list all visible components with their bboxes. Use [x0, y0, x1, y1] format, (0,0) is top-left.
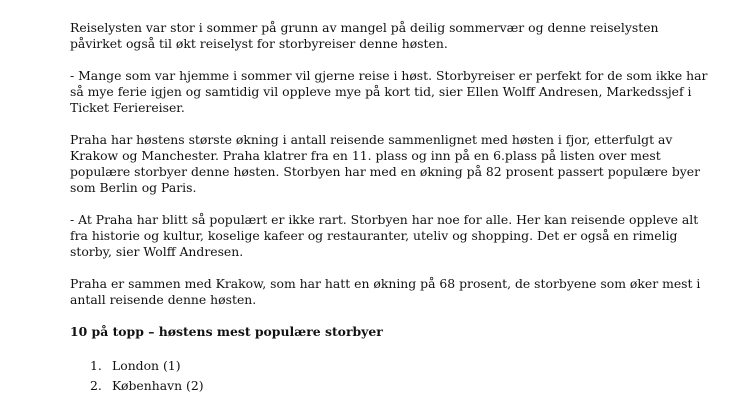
top-cities-list	[70, 356, 710, 396]
paragraph-intro: Reiselysten var stor i sommer på grunn av mangel på deilig sommervær og denne reiselysten påvirket også til økt reiselyst for storbyreiser denne høsten.	[70, 20, 659, 51]
paragraph-krakow: Praha er sammen med Krakow, som har hatt en økning på 68 prosent, de storbyene som øker mest i antall reisende denne høsten.	[70, 276, 701, 307]
list-item-text: København (2)	[112, 378, 204, 393]
list-item-number: 2.	[90, 378, 102, 393]
list-item-text: London (1)	[112, 358, 181, 373]
paragraph-quote-praha: - At Praha har blitt så populært er ikke rart. Storbyen har noe for alle. Her kan reisende oppleve alt fra historie og kultur, koselige kafeer og restauranter, uteliv og shopping. Det er også en rimelig storby, sier Wolff Andresen.	[70, 212, 699, 259]
paragraph-praha-growth: Praha har høstens største økning i antall reisende sammenlignet med høsten i fjor, etterfulgt av Krakow og Manchester. Praha klatrer fra en 11. plass og inn på en 6.plass på listen over mest populære storbyer denne høsten. Storbyen har med en økning på 82 prosent passert populære byer som Berlin og Paris.	[70, 132, 701, 195]
list-item-number: 1.	[90, 358, 102, 373]
list-item	[90, 376, 710, 396]
list-heading: 10 på topp – høstens mest populære storbyer	[70, 324, 383, 339]
list-item	[90, 356, 710, 376]
document-body	[70, 20, 710, 396]
paragraph-quote-andresen: - Mange som var hjemme i sommer vil gjerne reise i høst. Storbyreiser er perfekt for de som ikke har så mye ferie igjen og samtidig vil oppleve mye på kort tid, sier Ellen Wolff Andresen, Markedssjef i Ticket Feriereiser.	[70, 68, 708, 115]
